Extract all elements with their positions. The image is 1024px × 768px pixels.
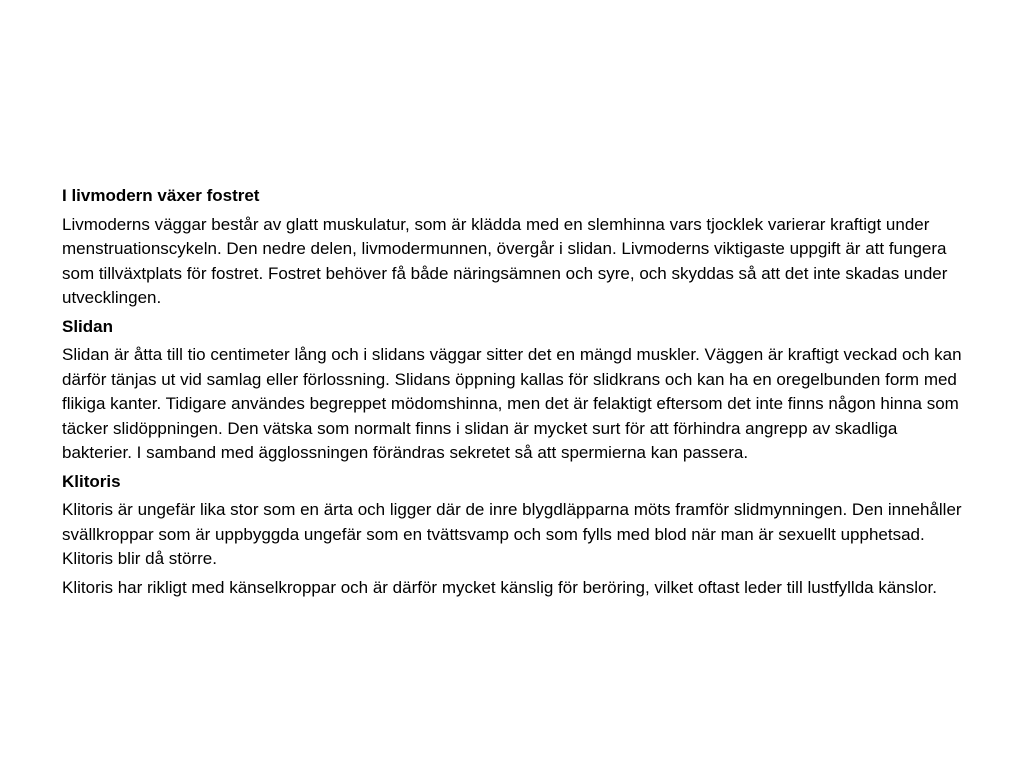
section-slidan: [62, 315, 967, 466]
section-heading: Klitoris: [62, 471, 121, 491]
section-klitoris: [62, 470, 967, 601]
section-livmodern: [62, 184, 967, 311]
section-heading: Slidan: [62, 316, 114, 336]
slide-body: [62, 184, 967, 604]
section-paragraph: Livmoderns väggar består av glatt muskulatur, som är klädda med en slemhinna vars tjocklek varierar kraftigt under menstruationscykeln. Den nedre delen, livmodermunnen, övergår i slidan. Livmoderns viktigaste uppgift är att fungera som tillväxtplats för fostret. Fostret behöver få både näringsämnen och syre, och skyddas så att det inte skadas under utvecklingen.: [62, 214, 948, 307]
section-paragraph: Slidan är åtta till tio centimeter lång och i slidans väggar sitter det en mängd muskler. Väggen är kraftigt veckad och kan därför tänjas ut vid samlag eller förlossning. Slidans öppning kallas för slidkrans och kan ha en oregelbunden form med flikiga kanter. Tidigare användes begreppet mödomshinna, men det är felaktigt eftersom det inte finns någon hinna som täcker slidöppningen. Den vätska som normalt finns i slidan är mycket surt för att förhindra angrepp av skadliga bakterier. I samband med ägglossningen förändras sekretet så att spermierna kan passera.: [62, 345, 962, 462]
section-paragraph: Klitoris har rikligt med känselkroppar och är därför mycket känslig för beröring, vilket oftast leder till lustfyllda känslor.: [62, 577, 937, 597]
section-heading: I livmodern växer fostret: [62, 186, 260, 205]
section-paragraph: Klitoris är ungefär lika stor som en ärta och ligger där de inre blygdläpparna möts framför slidmynningen. Den innehåller svällkroppar som är uppbyggda ungefär som en tvättsvamp och som fylls med blod när man är sexuellt upphetsad. Klitoris blir då större.: [62, 500, 962, 568]
